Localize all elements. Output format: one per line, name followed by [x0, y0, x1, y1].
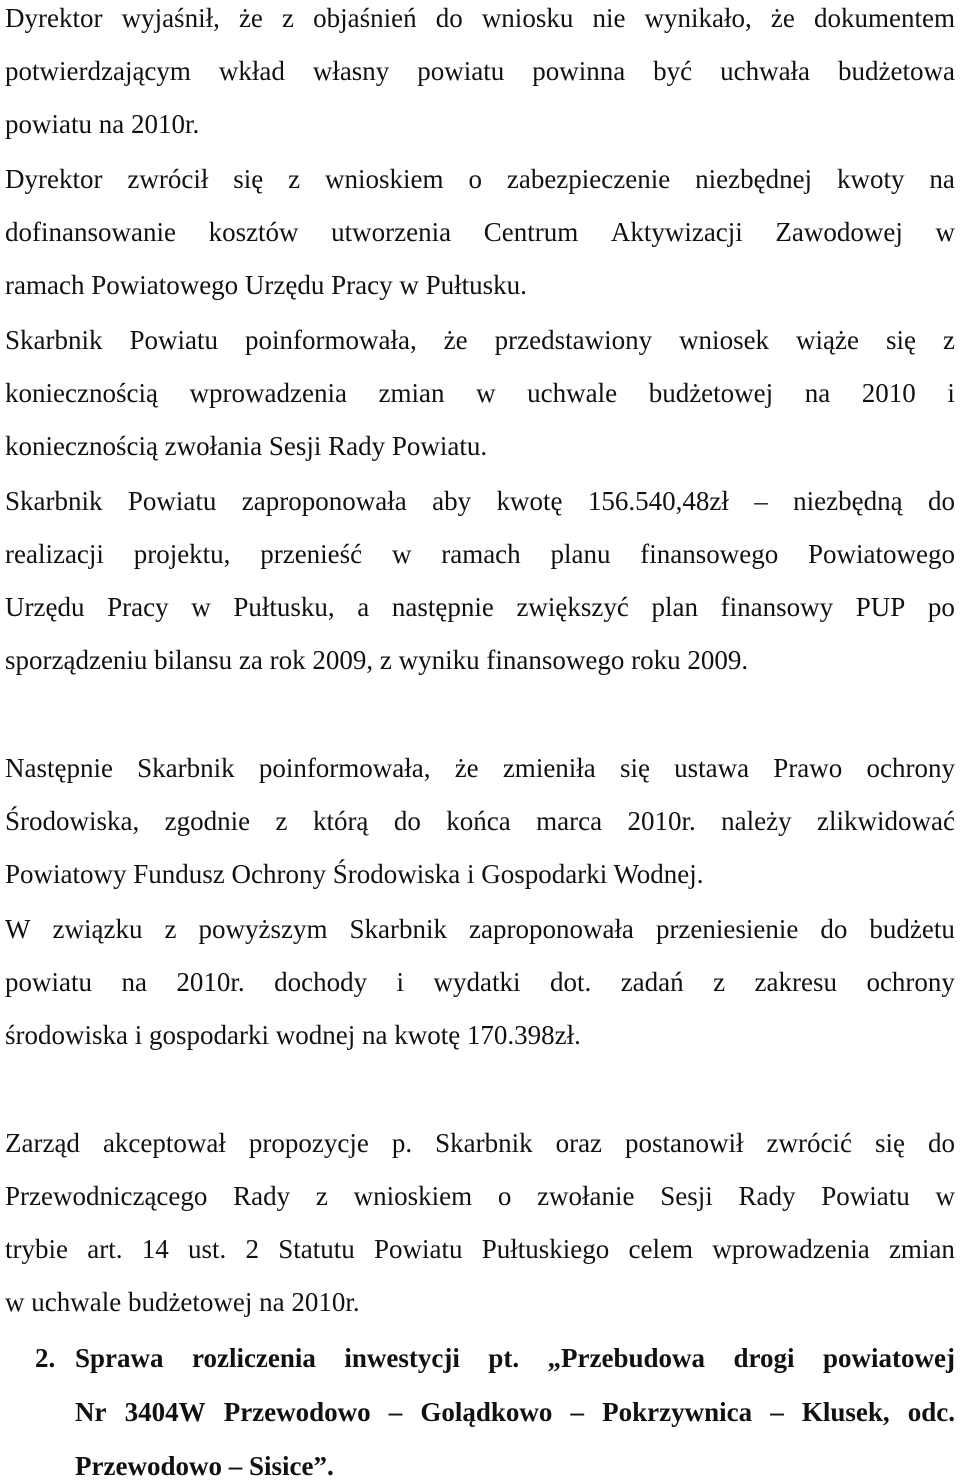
- text-line: powiatu na 2010r.: [5, 109, 200, 139]
- text-line: koniecznością zwołania Sesji Rady Powiatu.: [5, 431, 488, 461]
- text-line: realizacji projektu, przenieść w ramach planu finansowego Powiatowego: [5, 539, 955, 569]
- text-line: Środowiska, zgodnie z którą do końca marca 2010r. należy zlikwidować: [5, 806, 955, 836]
- text-line: Urzędu Pracy w Pułtusku, a następnie zwiększyć plan finansowy PUP po: [5, 592, 955, 622]
- text-line: dofinansowanie kosztów utworzenia Centrum Aktywizacji Zawodowej w: [5, 217, 955, 247]
- text-line: środowiska i gospodarki wodnej na kwotę 170.398zł.: [5, 1020, 581, 1050]
- text-line: powiatu na 2010r. dochody i wydatki dot. zadań z zakresu ochrony: [5, 967, 955, 997]
- text-line: ramach Powiatowego Urzędu Pracy w Pułtusku.: [5, 270, 527, 300]
- text-line: sporządzeniu bilansu za rok 2009, z wyniku finansowego roku 2009.: [5, 645, 749, 675]
- agenda-item-number: 2.: [35, 1343, 56, 1373]
- text-line: Dyrektor zwrócił się z wnioskiem o zabezpieczenie niezbędnej kwoty na: [5, 164, 955, 194]
- text-line: Skarbnik Powiatu poinformowała, że przedstawiony wniosek wiąże się z: [5, 325, 955, 355]
- text-line: Przewodniczącego Rady z wnioskiem o zwołanie Sesji Rady Powiatu w: [5, 1181, 955, 1211]
- text-line: w uchwale budżetowej na 2010r.: [5, 1287, 360, 1317]
- text-line: koniecznością wprowadzenia zmian w uchwale budżetowej na 2010 i: [5, 378, 955, 408]
- text-line: Dyrektor wyjaśnił, że z objaśnień do wniosku nie wynikało, że dokumentem: [5, 3, 955, 33]
- text-line: trybie art. 14 ust. 2 Statutu Powiatu Pułtuskiego celem wprowadzenia zmian: [5, 1234, 955, 1264]
- agenda-item-line: Przewodowo – Sisice”.: [75, 1451, 334, 1481]
- text-line: W związku z powyższym Skarbnik zaproponowała przeniesienie do budżetu: [5, 914, 955, 944]
- agenda-item-line: Sprawa rozliczenia inwestycji pt. „Przebudowa drogi powiatowej: [75, 1343, 955, 1373]
- text-line: Następnie Skarbnik poinformowała, że zmieniła się ustawa Prawo ochrony: [5, 753, 955, 783]
- agenda-item-line: Nr 3404W Przewodowo – Golądkowo – Pokrzywnica – Klusek, odc.: [75, 1397, 955, 1427]
- text-line: Skarbnik Powiatu zaproponowała aby kwotę 156.540,48zł – niezbędną do: [5, 486, 955, 516]
- text-line: potwierdzającym wkład własny powiatu powinna być uchwała budżetowa: [5, 56, 955, 86]
- text-line: Zarząd akceptował propozycje p. Skarbnik oraz postanowił zwrócić się do: [5, 1128, 955, 1158]
- text-line: Powiatowy Fundusz Ochrony Środowiska i Gospodarki Wodnej.: [5, 859, 704, 889]
